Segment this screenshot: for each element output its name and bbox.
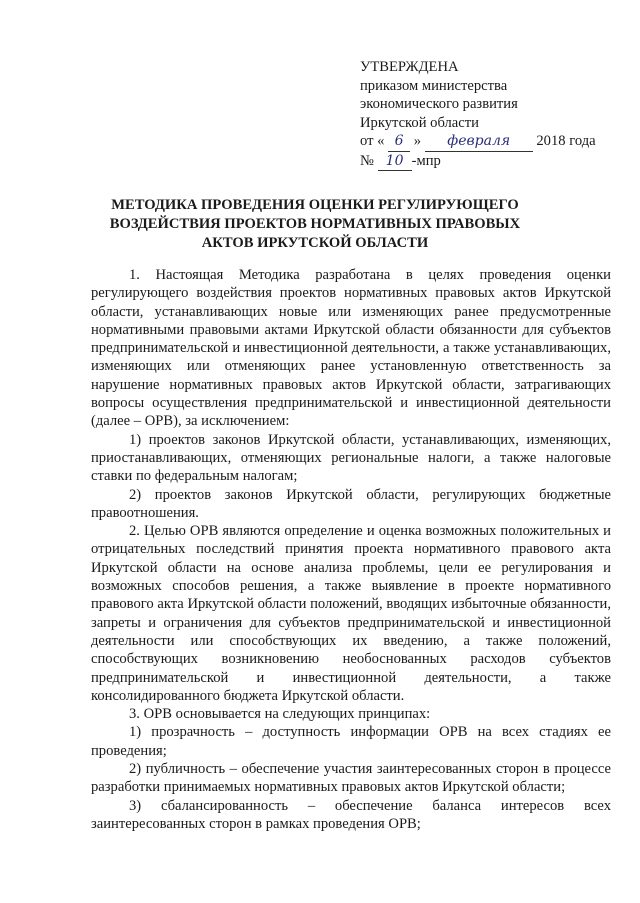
- approval-date: [360, 132, 620, 152]
- approval-line-2: экономического развития: [360, 96, 518, 112]
- approval-line-3: Иркутской области: [360, 114, 479, 131]
- paragraph: 3. ОРВ основывается на следующих принципах:: [129, 706, 431, 723]
- approval-line-1: приказом министерства: [360, 77, 508, 94]
- number-prefix: №: [360, 152, 374, 169]
- paragraph: 3) сбалансированность – обеспечение баланса интересов всех заинтересованных сторон в рамках проведения ОРВ;: [91, 797, 611, 832]
- paragraph: 2) публичность – обеспечение участия заинтересованных сторон в процессе разработки принимаемых нормативных правовых актов Иркутской области;: [91, 761, 611, 796]
- date-month: февраля: [425, 132, 533, 152]
- paragraph: 1) прозрачность – доступность информации ОРВ на всех стадиях ее проведения;: [91, 724, 611, 759]
- document-body: [91, 266, 611, 833]
- date-day: 6: [388, 132, 410, 152]
- approval-heading: УТВЕРЖДЕНА: [360, 59, 459, 75]
- paragraph: 2) проектов законов Иркутской области, регулирующих бюджетные правоотношения.: [91, 486, 611, 521]
- date-mid: »: [413, 133, 422, 149]
- number-value: 10: [378, 152, 412, 172]
- paragraph: 1. Настоящая Методика разработана в целях проведения оценки регулирующего воздействия проектов нормативных правовых актов Иркутской области, устанавливающих новые или изменяющих ранее предусмотренные нормативными правовыми актами Иркутской области обязанности для субъектов предпринимательской и инвестиционной деятельности, а также устанавливающих, изменяющих или отменяющих ранее установленную ответственность за нарушение нормативных правовых актов Иркутской области, затрагивающих вопросы осуществления предпринимательской и инвестиционной деятельности (далее – ОРВ), за исключением:: [91, 267, 611, 430]
- approval-block: [360, 58, 620, 171]
- date-year: 2018 года: [536, 133, 596, 149]
- number-suffix: -мпр: [411, 152, 441, 169]
- paragraph: 1) проектов законов Иркутской области, устанавливающих, изменяющих, приостанавливающих, отменяющих региональные налоги, а также налоговые ставки по федеральным налогам;: [91, 431, 611, 485]
- date-prefix: от «: [360, 133, 385, 149]
- approval-number: [360, 152, 620, 172]
- document-title: МЕТОДИКА ПРОВЕДЕНИЯ ОЦЕНКИ РЕГУЛИРУЮЩЕГО ВОЗДЕЙСТВИЯ ПРОЕКТОВ НОРМАТИВНЫХ ПРАВОВЫХ АКТОВ ИРКУТСКОЙ ОБЛАСТИ: [109, 197, 521, 251]
- paragraph: 2. Целью ОРВ являются определение и оценка возможных положительных и отрицательных последствий принятия проекта нормативного правового акта Иркутской области на основе анализа проблемы, цели ее регулирования и возможных способов решения, а также выявление в проекте нормативного правового акта Иркутской области положений, вводящих избыточные обязанности, запреты и ограничения для субъектов предпринимательской и инвестиционной деятельности или способствующих их введению, а также положений, способствующих возникновению необоснованных расходов субъектов предпринимательской и инвестиционной деятельности, а также консолидированного бюджета Иркутской области.: [91, 523, 611, 704]
